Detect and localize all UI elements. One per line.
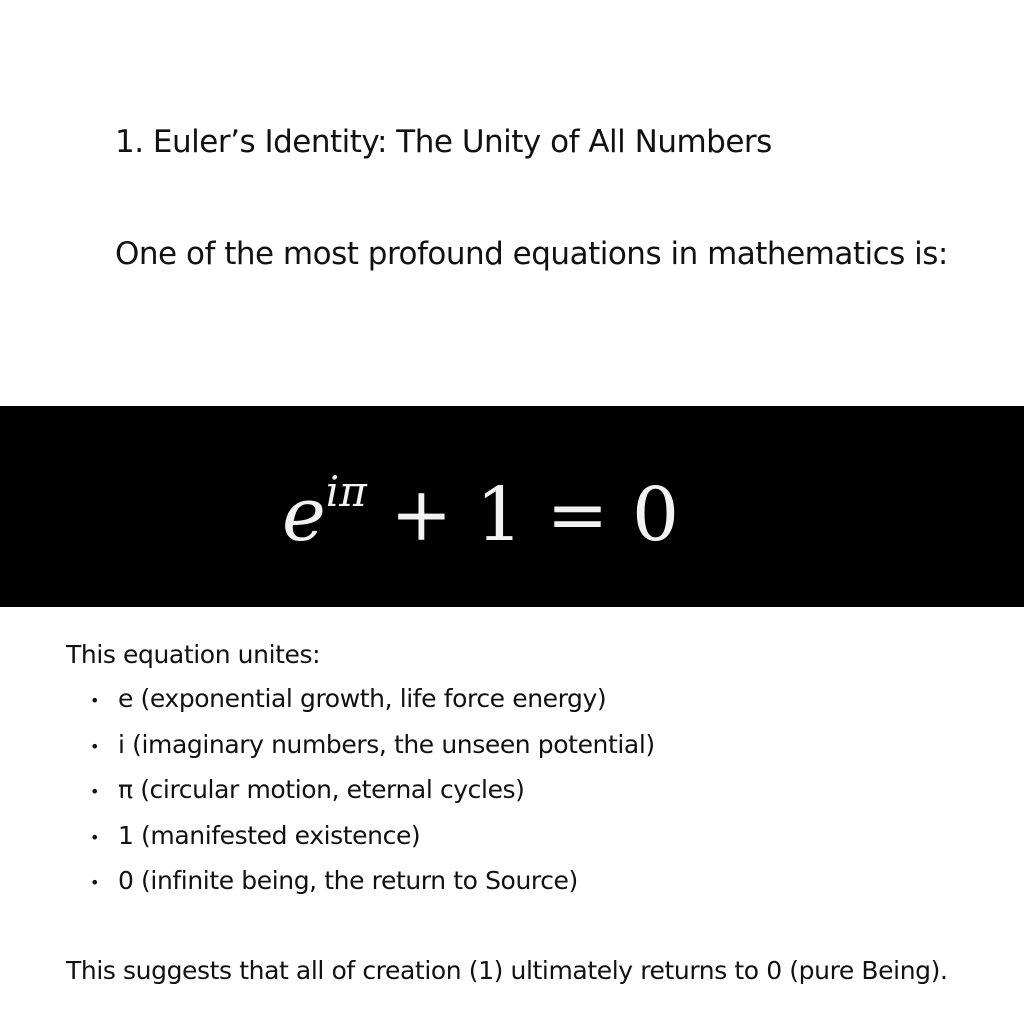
list-item <box>90 775 655 821</box>
list-item-text: i (imaginary numbers, the unseen potential) <box>118 729 655 759</box>
list-item-text: 1 (manifested existence) <box>118 820 421 850</box>
list-item-text: 0 (infinite being, the return to Source) <box>118 866 578 895</box>
equation-exponent: iπ <box>325 467 367 516</box>
list-item <box>90 730 655 776</box>
euler-equation <box>282 467 680 558</box>
bullet-icon: • <box>90 827 100 847</box>
list-item-text: e (exponential growth, life force energy) <box>118 684 607 713</box>
bullet-icon: • <box>90 736 100 756</box>
constants-list <box>90 684 655 912</box>
list-item <box>90 866 655 912</box>
bullet-icon: • <box>90 691 100 710</box>
equation-base: e <box>282 472 326 558</box>
intro-text: One of the most profound equations in mathematics is: <box>115 236 948 272</box>
equation-rest: + 1 = 0 <box>366 472 680 558</box>
list-item <box>90 684 655 730</box>
bullet-icon: • <box>90 873 100 892</box>
list-item-text: π (circular motion, eternal cycles) <box>118 775 525 804</box>
unites-label: This equation unites: <box>66 640 321 669</box>
conclusion-text: This suggests that all of creation (1) ultimately returns to 0 (pure Being). <box>66 956 948 985</box>
section-heading: 1. Euler’s Identity: The Unity of All Numbers <box>115 124 772 160</box>
list-item <box>90 821 655 867</box>
bullet-icon: • <box>90 782 100 801</box>
